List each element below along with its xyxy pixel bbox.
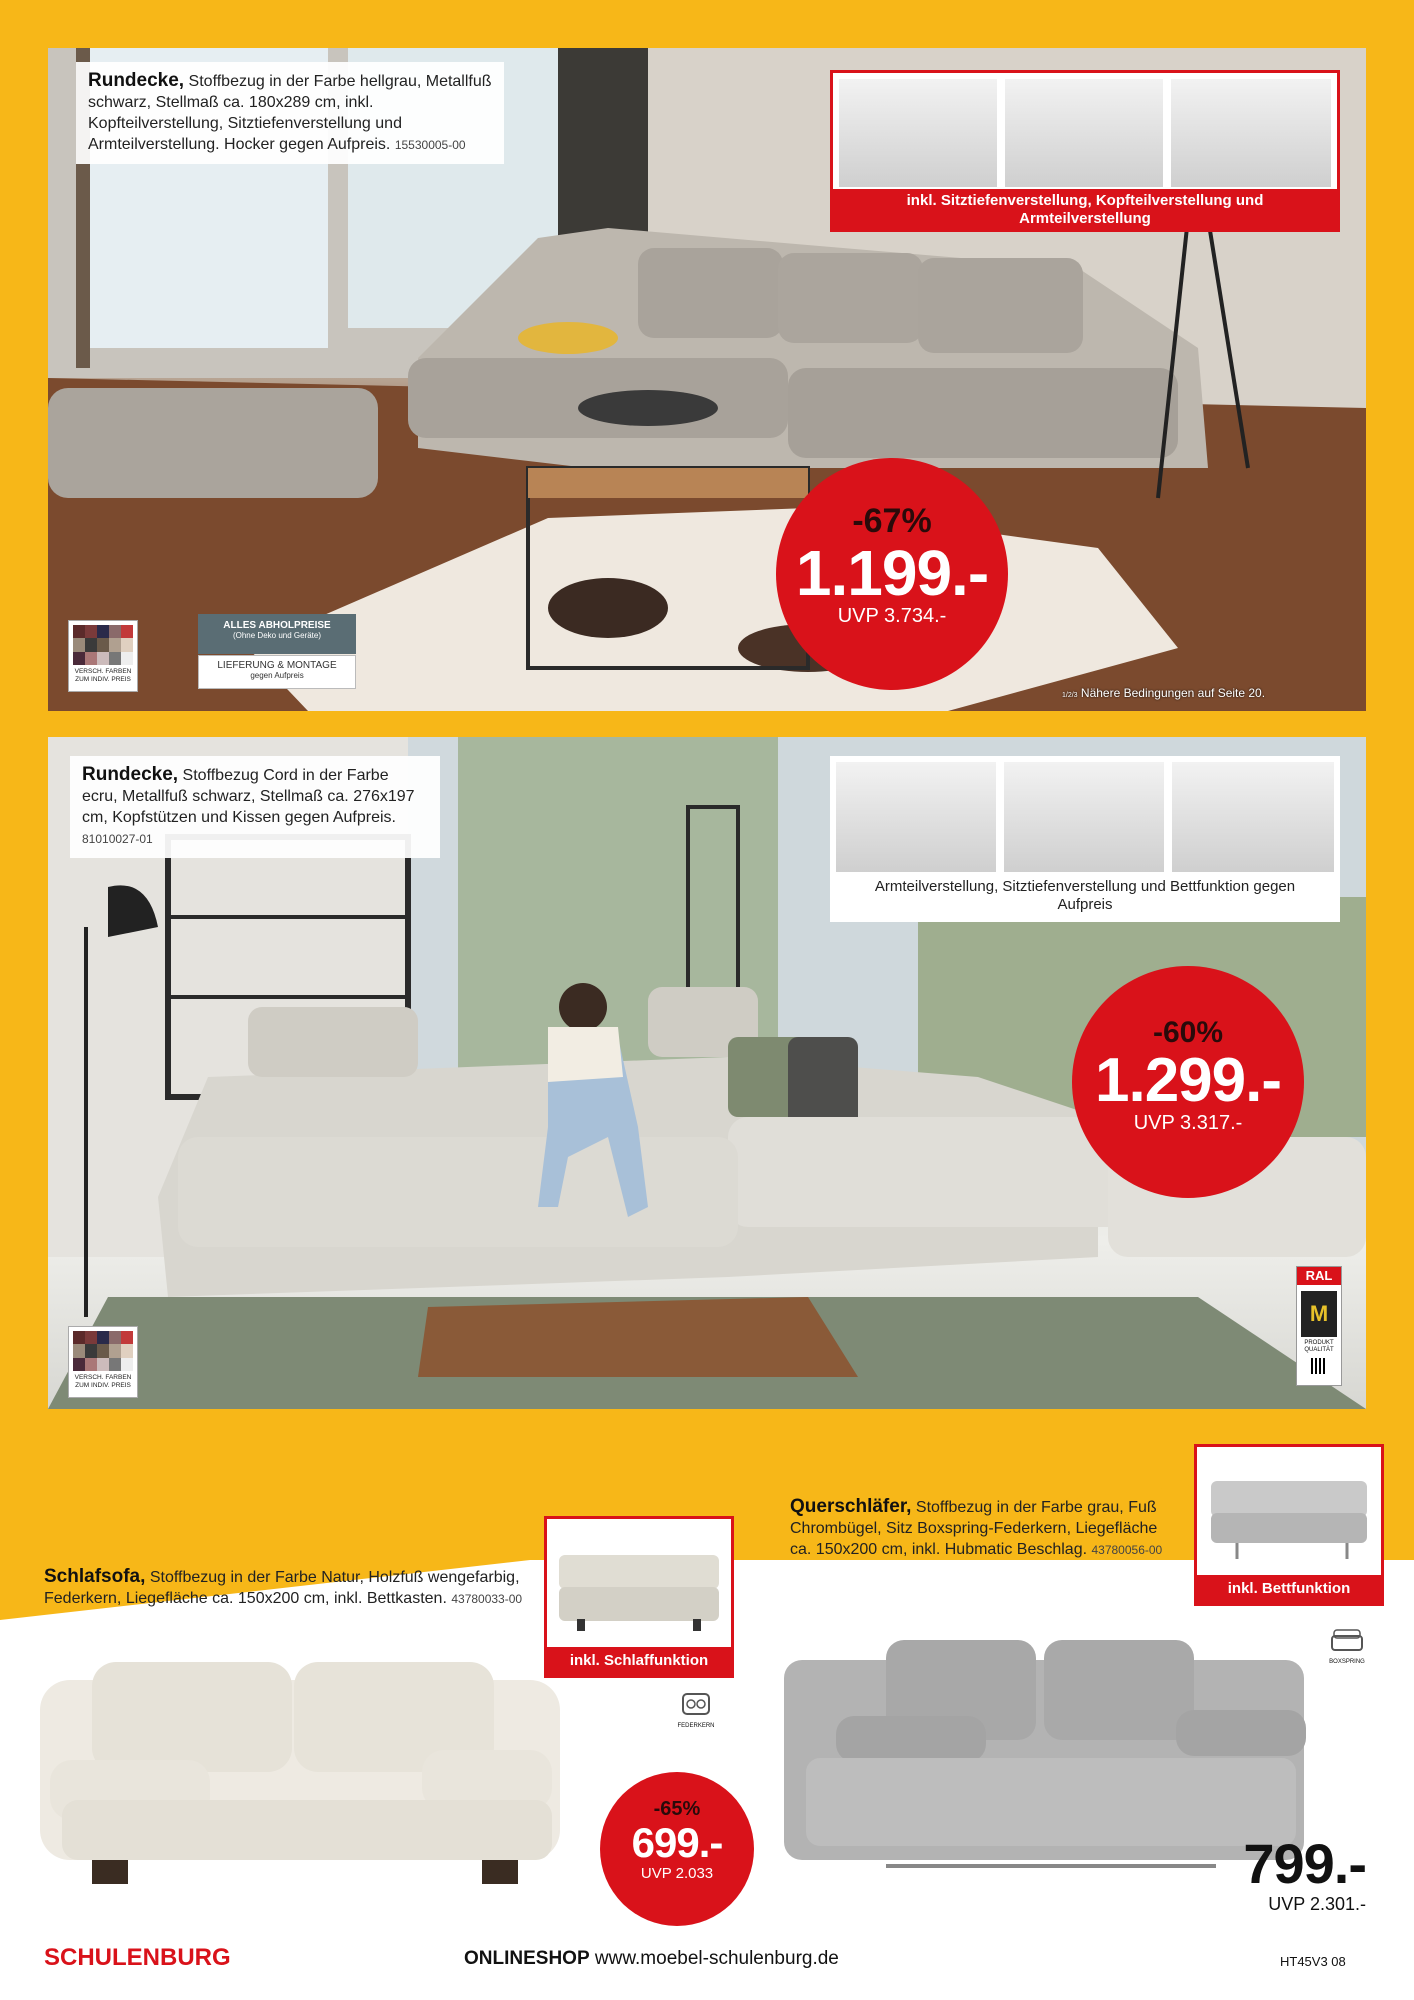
footer-shop-label: ONLINESHOP <box>464 1948 590 1969</box>
offer1-description <box>76 62 504 164</box>
offer2-description <box>70 756 440 858</box>
ral-m-icon: M <box>1301 1291 1337 1337</box>
offer3-description <box>44 1566 544 1610</box>
offer4-price: 799.- <box>1243 1832 1366 1895</box>
offer3-price: 699.- <box>631 1819 723 1866</box>
ral-label: RAL <box>1297 1267 1341 1285</box>
offer3-inset-caption: inkl. Schlaffunktion <box>547 1647 731 1675</box>
spring-icon <box>681 1692 711 1716</box>
offer4-desc: Stoffbezug in der Farbe grau, Fuß Chrombügel, Sitz Boxspring-Federkern, Liegefläche ca. 150x200 cm, inkl. Hubmatic Beschlag. <box>790 1499 1158 1558</box>
offer1-title: Rundecke, <box>88 70 185 91</box>
offer2-swatch-grid <box>73 1331 133 1371</box>
offer2-detail-image-1 <box>836 762 996 872</box>
boxspring-icon-box <box>1322 1628 1372 1665</box>
offer1-pickup-badge <box>198 614 356 654</box>
offer4-price-block <box>1206 1832 1366 1915</box>
offer1-delivery-badge <box>198 655 356 689</box>
offer1-conditions <box>1062 686 1265 700</box>
offer1-desc: Stoffbezug in der Farbe hellgrau, Metallfuß schwarz, Stellmaß ca. 180x289 cm, inkl. Kopfteilverstellung, Sitztiefenverstellung und Armteilverstellung. Hocker gegen Aufpreis. <box>88 73 492 153</box>
offer1-conditions-text: Nähere Bedingungen auf Seite 20. <box>1080 686 1266 700</box>
offer3-desc: Stoffbezug in der Farbe Natur, Holzfuß wengefarbig, Federkern, Liegefläche ca. 150x200 cm, inkl. Bettkasten. <box>44 1569 520 1607</box>
offer1-uvp: UVP 3.734.- <box>837 605 947 627</box>
offer3-discount: -65% <box>653 1798 701 1820</box>
offer2-price: 1.299.- <box>1094 1046 1282 1115</box>
offer4-inset-caption: inkl. Bettfunktion <box>1197 1575 1381 1603</box>
offer1-detail-inset <box>830 70 1340 232</box>
offer1-detail-image-3 <box>1171 79 1331 187</box>
offer2-discount: -60% <box>1152 1016 1224 1049</box>
offer2-article-number: 81010027-01 <box>82 832 153 846</box>
offer2-swatch-label: VERSCH. FARBEN ZUM INDIV. PREIS <box>74 1374 132 1389</box>
offer2-detail-inset <box>830 756 1340 922</box>
offer2-uvp: UVP 3.317.- <box>1133 1112 1243 1134</box>
offer4-title: Querschläfer, <box>790 1496 912 1517</box>
ral-quality-badge <box>1296 1266 1342 1386</box>
offer1-detail-image-1 <box>839 79 997 187</box>
offer3-detail-inset <box>544 1516 734 1678</box>
offer2-detail-image-2 <box>1004 762 1164 872</box>
offer1-price: 1.199.- <box>795 537 989 609</box>
offer3-price-burst <box>600 1772 754 1926</box>
quality-label: PRODUKT QUALITÄT <box>1304 1340 1334 1353</box>
brand-logo: SCHULENBURG <box>44 1944 231 1971</box>
offer1-detail-image-2 <box>1005 79 1163 187</box>
offer2-color-swatch <box>68 1326 138 1398</box>
offer4-uvp: UVP 2.301.- <box>1268 1894 1366 1914</box>
sofa-bed-open-icon <box>1197 1447 1381 1573</box>
offer1-delivery-sub: gegen Aufpreis <box>250 671 304 680</box>
offer2-title: Rundecke, <box>82 764 179 785</box>
offer1-pickup-title: ALLES ABHOLPREISE <box>223 620 331 631</box>
footer-code: HT45V3 08 <box>1280 1954 1346 1969</box>
offer1-discount: -67% <box>852 502 932 540</box>
offer4-detail-inset <box>1194 1444 1384 1606</box>
offer2-detail-image-3 <box>1172 762 1334 872</box>
offer1-color-swatch <box>68 620 138 692</box>
bed-icon <box>1330 1628 1364 1654</box>
offer2-price-burst <box>1072 966 1304 1198</box>
qr-code-icon <box>1311 1358 1327 1374</box>
footer-shop <box>464 1948 839 1970</box>
offer2-inset-caption: Armteilverstellung, Sitztiefenverstellung und Bettfunktion gegen Aufpreis <box>874 878 1296 913</box>
offer3-article-number: 43780033-00 <box>451 1592 523 1606</box>
offer1-price-burst <box>776 458 1008 690</box>
offer4-description <box>790 1496 1180 1561</box>
offer4-article-number: 43780056-00 <box>1091 1543 1163 1557</box>
federkern-icon-box <box>676 1692 716 1729</box>
offer1-delivery-title: LIEFERUNG & MONTAGE <box>217 660 337 671</box>
offer1-swatch-grid <box>73 625 133 665</box>
offer1-pickup-sub: (Ohne Deko und Geräte) <box>232 631 322 640</box>
offer1-inset-caption: inkl. Sitztiefenverstellung, Kopfteilverstellung und Armteilverstellung <box>833 189 1337 229</box>
offer1-article-number: 15530005-00 <box>394 138 466 152</box>
footer-shop-url[interactable]: www.moebel-schulenburg.de <box>594 1948 839 1969</box>
federkern-label: FEDERKERN <box>677 1723 715 1729</box>
sofa-bed-open-icon <box>547 1519 731 1645</box>
offer1-conditions-ref: 1/2/3 <box>1062 692 1078 699</box>
boxspring-label: BOXSPRING <box>1329 1659 1365 1665</box>
offer2-desc: Stoffbezug Cord in der Farbe ecru, Metallfuß schwarz, Stellmaß ca. 276x197 cm, Kopfstützen und Kissen gegen Aufpreis. <box>82 767 415 826</box>
offer3-uvp: UVP 2.033 <box>640 1865 714 1882</box>
offer1-swatch-label: VERSCH. FARBEN ZUM INDIV. PREIS <box>74 668 132 683</box>
sofa-bed-natur-product <box>32 1650 572 1920</box>
offer3-title: Schlafsofa, <box>44 1566 146 1587</box>
